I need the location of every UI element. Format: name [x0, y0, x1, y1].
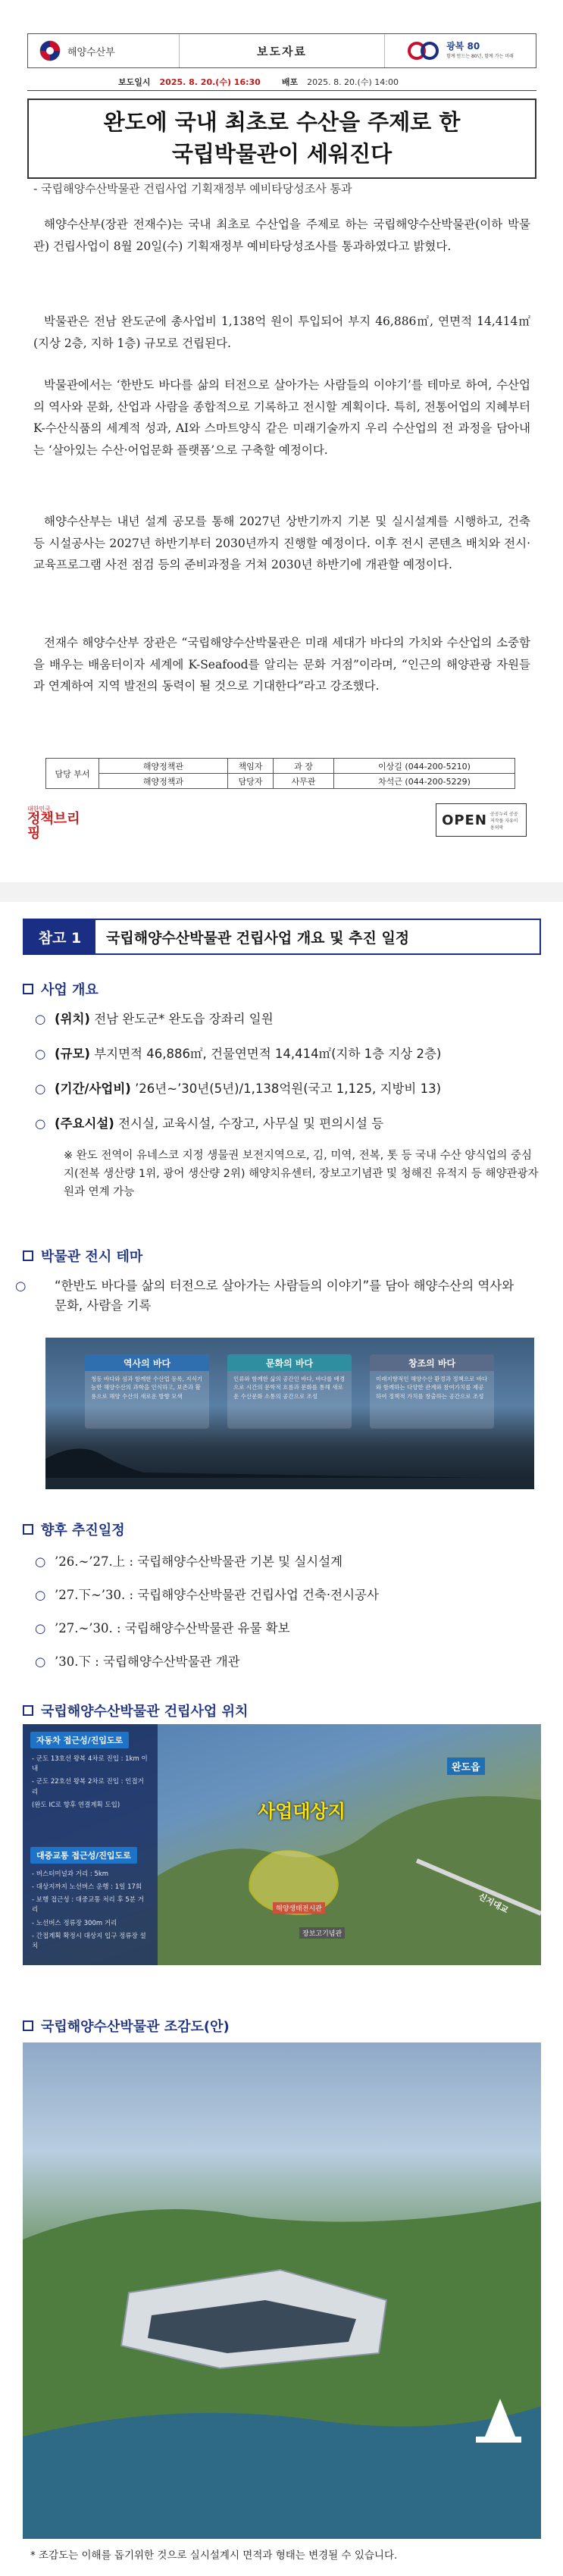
overview-note: ※ 완도 전역이 유네스코 지정 생물권 보전지역으로, 김, 미역, 전복, 톳 등 국내 수산 양식업의 중심지(전복 생산량 1위, 광어 생산량 2위) 해양치유센터, 장보고기념관 및 청해진 유적지 등 해양관광자원과 연계 가능	[64, 1150, 539, 1198]
contact-name: 차석근 (044-200-5229)	[334, 774, 515, 789]
paragraph-5: 전재수 해양수산부 장관은 “국립해양수산박물관은 미래 세대가 바다의 가치와 수산업의 소중함을 배우는 배움터이자 세계에 K-Seafood를 알리는 문화 거점”이라며, “인근의 해양관광 자원들과 연계하여 지역 발전의 동력이 될 것으로 기대한다”라고 강조했다.	[33, 636, 530, 693]
square-bullet-icon	[23, 1705, 33, 1716]
bus-access-line: - 노선버스 정류장 300m 거리	[32, 1919, 117, 1927]
overview-text: ’26년∼’30년(5년)/1,138억원(국고 1,125, 지방비 13)	[135, 1081, 442, 1096]
coastline-silhouette-icon	[45, 1436, 534, 1489]
theme-card-body: 인류와 함께한 삶의 공간인 바다, 바다를 배경으로 시간의 문학적 흐름과 문화를 통해 새로운 수산문화 소통의 공간으로 조성	[233, 1376, 346, 1400]
overview-item	[35, 1079, 543, 1099]
location-map	[23, 1724, 541, 1965]
distribution-label: 배포	[281, 77, 299, 87]
anniversary-text	[446, 42, 514, 60]
theme-card-title: 역사의 바다	[85, 1354, 209, 1371]
circle-bullet-icon: ○	[35, 1012, 46, 1026]
overview-text: 전남 완도군* 완도읍 장좌리 일원	[94, 1012, 274, 1026]
overview-item	[35, 1044, 543, 1064]
theme-item	[15, 1276, 520, 1316]
car-access-line: (완도 IC로 향후 연결계획 도입)	[32, 1801, 120, 1809]
reference-title-box	[23, 919, 541, 955]
contact-head: 담당 부서	[46, 759, 99, 789]
circle-bullet-icon: ○	[35, 1047, 46, 1061]
headline-line-1: 완도에 국내 최초로 수산을 주제로 한	[103, 109, 461, 135]
circle-bullet-icon: ○	[35, 1654, 46, 1669]
contact-dept: 해양정책관	[99, 759, 228, 774]
car-access-line: - 군도 13호선 왕복 4차로 진입 : 1km 이내	[32, 1755, 148, 1773]
square-bullet-icon	[23, 1524, 33, 1535]
schedule-text: ’27.下∼’30. : 국립해양수산박물관 건립사업 건축·전시공사	[55, 1588, 379, 1602]
circle-bullet-icon: ○	[35, 1621, 46, 1635]
contact-name: 이상길 (044-200-5210)	[334, 759, 515, 774]
schedule-text: ’27.∼’30. : 국립해양수산박물관 유물 확보	[55, 1621, 290, 1635]
section-overview-heading	[23, 979, 99, 999]
wando-town-label: 완도읍	[447, 1758, 485, 1775]
document-header	[27, 33, 536, 68]
theme-card-title: 문화의 바다	[227, 1354, 352, 1371]
paragraph-1: 해양수산부(장관 전재수)는 국내 최초로 수산업을 주제로 하는 국립해양수산박물관(이하 박물관) 건립사업이 8월 20일(수) 기획재정부 예비타당성조사를 통과하였다고 밝혔다.	[33, 218, 530, 253]
contact-role: 책임자	[228, 759, 274, 774]
contact-table	[45, 758, 515, 789]
document-type: 보도자료	[257, 44, 307, 58]
section-theme-heading	[23, 1246, 142, 1266]
contact-position: 사무관	[274, 774, 334, 789]
subheadline: - 국립해양수산박물관 건립사업 기획재정부 예비타당성조사 통과	[33, 182, 352, 196]
reference-title: 국립해양수산박물관 건립사업 개요 및 추진 일정	[106, 929, 410, 947]
circle-bullet-icon: ○	[35, 1554, 46, 1569]
circle-bullet-icon: ○	[35, 1116, 46, 1131]
schedule-text: ’30.下 : 국립해양수산박물관 개관	[55, 1654, 240, 1669]
section-heading-text: 박물관 전시 테마	[41, 1249, 143, 1265]
ministry-emblem-icon	[39, 39, 61, 62]
open-license-badge	[436, 803, 527, 837]
anniversary-logo-block	[384, 34, 536, 67]
schedule-item	[35, 1585, 543, 1605]
section-heading-text: 사업 개요	[41, 982, 99, 998]
section-render-heading	[23, 2016, 230, 2036]
circle-bullet-icon: ○	[35, 1588, 46, 1602]
theme-text: “한반도 바다를 삶의 터전으로 살아가는 사람들의 이야기”를 담아 해양수산의 역사와 문화, 사람을 기록	[55, 1279, 515, 1313]
circle-bullet-icon: ○	[15, 1279, 27, 1293]
section-heading-text: 국립해양수산박물관 건립사업 위치	[41, 1704, 249, 1720]
ministry-logo-block	[28, 34, 180, 67]
theme-illustration	[45, 1338, 534, 1489]
anniversary-sub: 함께 만드는 80년, 함께 가는 미래	[446, 54, 514, 60]
bus-access-line: - 간접계획 확정시 대상지 입구 정류장 설치	[32, 1932, 146, 1950]
release-label: 보도일시	[118, 77, 151, 87]
square-bullet-icon	[23, 1250, 33, 1261]
anniversary-80-logo-icon	[407, 39, 442, 62]
jangbogo-label: 장보고기념관	[299, 1927, 345, 1939]
anniversary-label: 광복 80	[446, 40, 480, 52]
schedule-item	[35, 1619, 543, 1639]
open-license-big: OPEN	[442, 812, 487, 828]
section-heading-text: 국립해양수산박물관 조감도(안)	[41, 2019, 230, 2035]
theme-card-body: 미래지향적인 해양수산 환경과 정책으로 바다와 함께하는 다양한 관계와 참여가치를 제공하여 정책적 가치를 창출하는 공간으로 조성	[376, 1376, 488, 1400]
overview-item	[35, 1009, 543, 1029]
overview-text: 전시실, 교육시설, 수장고, 사무실 및 편의시설 등	[118, 1116, 384, 1131]
bus-access-line: - 버스터미널과 거리 : 5km	[32, 1870, 109, 1878]
bridge-label: 신지대교	[477, 1891, 510, 1916]
overview-key: (주요시설)	[55, 1116, 114, 1131]
page-1	[0, 0, 563, 864]
car-access-line: - 군도 22호선 왕복 2차로 진입 : 인접거리	[32, 1778, 144, 1796]
overview-key: (기간/사업비)	[55, 1081, 131, 1096]
contact-role: 담당자	[228, 774, 274, 789]
distribution-datetime: 2025. 8. 20.(수) 14:00	[307, 77, 399, 87]
overview-text: 부지면적 46,886㎡, 건물연면적 14,414㎡(지하 1층 지상 2층)	[94, 1047, 442, 1061]
bus-access-line: - 대상지까지 노선버스 운행 : 1일 17회	[32, 1883, 142, 1892]
contact-row	[46, 774, 515, 789]
contact-position: 과 장	[274, 759, 334, 774]
section-schedule-heading	[23, 1520, 125, 1539]
policy-briefing-logo	[27, 806, 85, 841]
overview-key: (위치)	[55, 1012, 90, 1026]
schedule-item	[35, 1552, 543, 1572]
museum-rendering-icon	[23, 2042, 541, 2539]
theme-card-body: 청동 바다와 섬과 함께한 수산업 등록, 지식기능한 해양수산의 과학을 인식하고, 보존과 활용으로 해양 수산의 새로운 방향 모색	[91, 1376, 203, 1400]
bus-access-line: - 보행 접근성 : 대중교통 처리 후 5분 거리	[32, 1896, 144, 1914]
site-label: 사업대상지	[258, 1801, 346, 1822]
theme-card	[227, 1354, 352, 1429]
release-info	[27, 73, 536, 91]
contact-dept: 해양정책과	[99, 774, 228, 789]
bus-access-heading: 대중교통 접근성/진입도로	[30, 1847, 137, 1864]
paragraph-2: 박물관은 전남 완도군에 총사업비 1,138억 원이 투입되어 부지 46,886㎡, 연면적 14,414㎡(지상 2층, 지하 1층) 규모로 건립된다.	[33, 315, 530, 350]
car-access-heading: 자동차 접근성/진입도로	[30, 1732, 129, 1748]
section-location-heading	[23, 1701, 248, 1720]
theme-card-title: 창조의 바다	[370, 1354, 494, 1371]
square-bullet-icon	[23, 984, 33, 994]
paragraph-4: 해양수산부는 내년 설계 공모를 통해 2027년 상반기까지 기본 및 실시설계를 시행하고, 건축 등 시설공사는 2027년 하반기부터 2030년까지 진행할 예정이다. 이후 전시 콘텐츠 배치와 전시·교육프로그램 사전 점검 등의 준비과정을 거쳐 2030년 하반기에 개관할 예정이다.	[33, 515, 530, 572]
policy-briefing-caption: 대한민국	[27, 806, 51, 812]
paragraph-3: 박물관에서는 ‘한반도 바다를 삶의 터전으로 살아가는 사람들의 이야기’를 테마로 하여, 수산업의 역사와 문화, 산업과 사람을 종합적으로 기록하고 전시할 계획이다. 특히, 전통어업의 지혜부터 K-수산식품의 세계적 성과, AI와 스마트양식 같은 미래기술까지 우리 수산업의 전 과정을 담아내는 ‘살아있는 수산·어업문화 플랫폼’으로 구축할 예정이다.	[33, 378, 530, 458]
policy-briefing-title: 정책브리핑	[27, 811, 80, 842]
overview-key: (규모)	[55, 1047, 90, 1061]
overview-item	[35, 1114, 543, 1134]
architectural-rendering	[23, 2042, 541, 2539]
schedule-item	[35, 1652, 543, 1672]
section-heading-text: 향후 추진일정	[41, 1523, 125, 1538]
open-license-small: 공공누리 공공저작물 자유이용허락	[489, 811, 518, 831]
schedule-text: ’26.∼’27.上 : 국립해양수산박물관 기본 및 실시설계	[55, 1554, 343, 1569]
headline-line-2: 국립박물관이 세워진다	[171, 141, 393, 167]
access-info-panel	[23, 1724, 158, 1965]
release-datetime: 2025. 8. 20.(수) 16:30	[159, 77, 261, 87]
contact-row	[46, 759, 515, 774]
ministry-name: 해양수산부	[67, 46, 115, 58]
circle-bullet-icon: ○	[35, 1081, 46, 1096]
headline-box	[27, 99, 536, 179]
page-divider	[0, 882, 563, 902]
render-caption: * 조감도는 이해를 돕기위한 것으로 실시설계시 면적과 형태는 변경될 수 있습니다.	[30, 2549, 398, 2562]
square-bullet-icon	[23, 2020, 33, 2031]
theme-card	[85, 1354, 209, 1429]
theme-card	[370, 1354, 494, 1429]
reference-tag: 참고 1	[24, 920, 95, 953]
marine-center-label: 해양생태전시관	[273, 1902, 325, 1914]
